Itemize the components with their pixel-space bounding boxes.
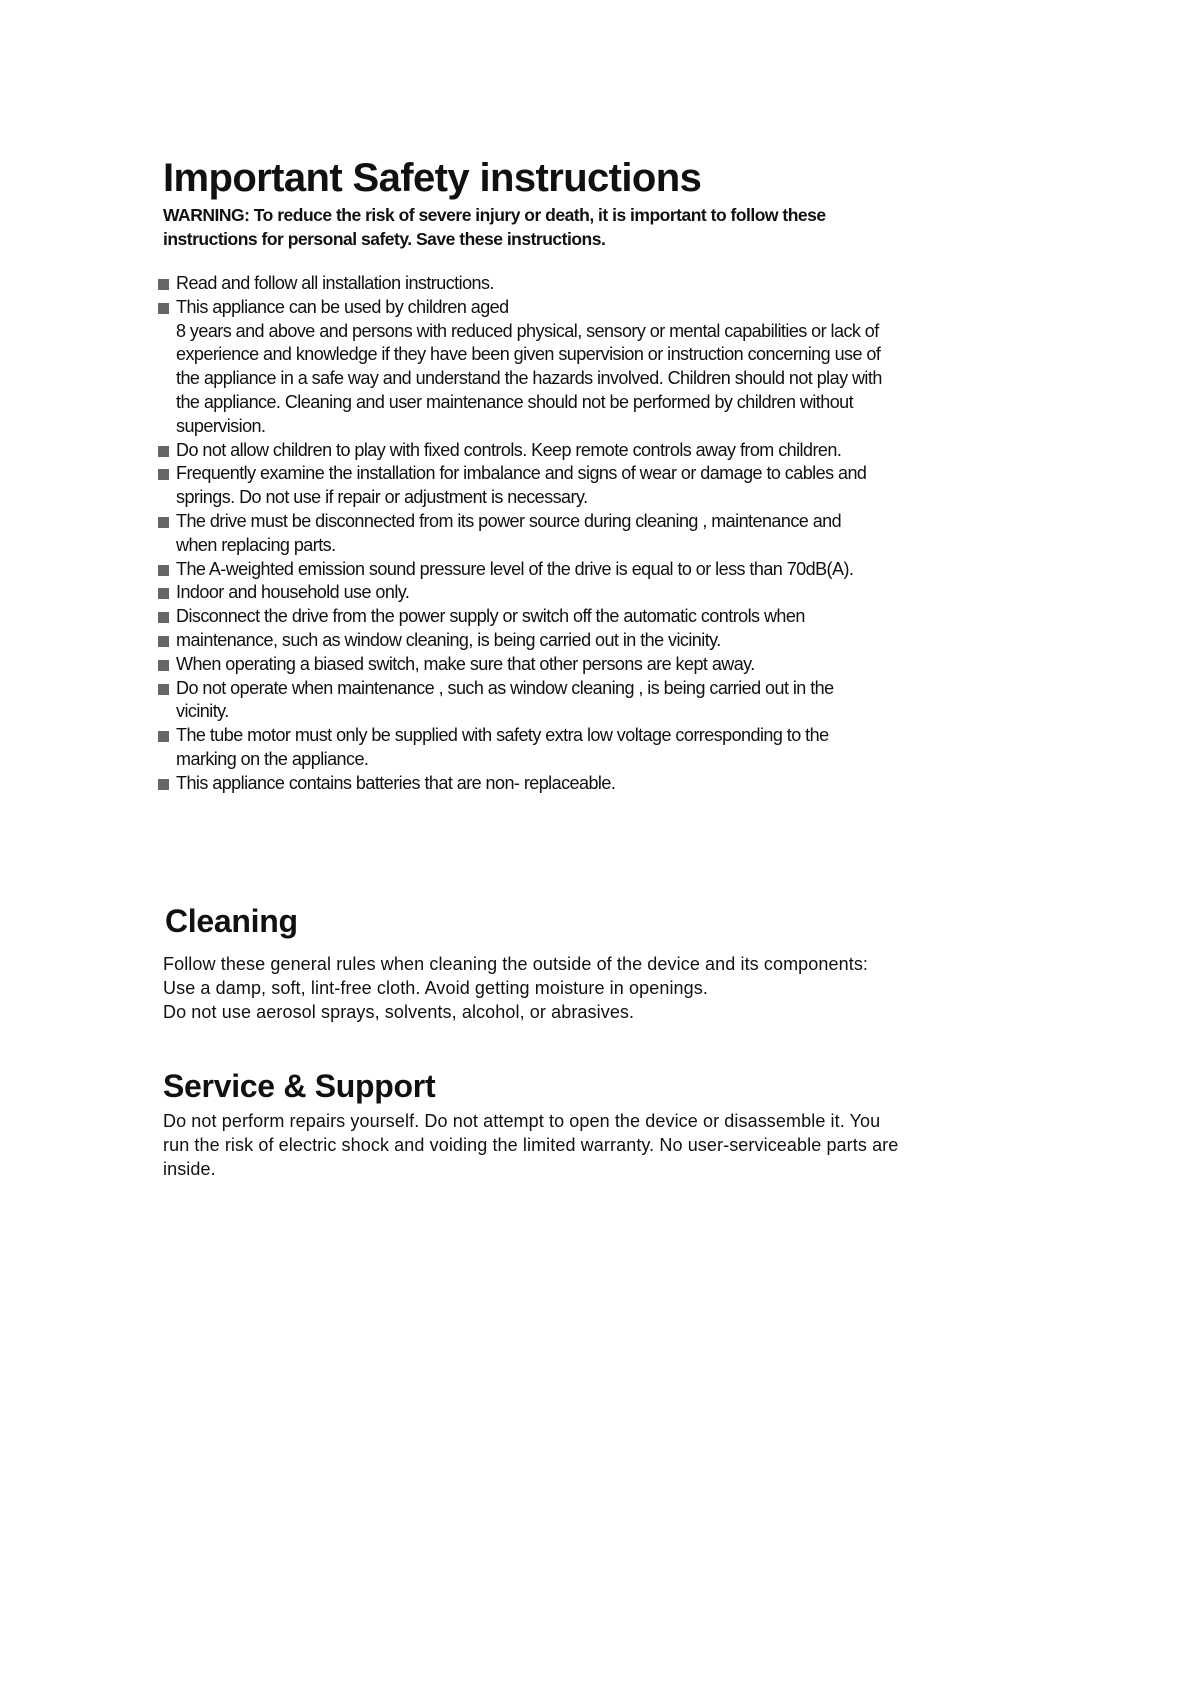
square-bullet-icon bbox=[158, 588, 169, 599]
list-item-line: The drive must be disconnected from its power source during cleaning , maintenance and bbox=[176, 510, 842, 531]
service-line: inside. bbox=[163, 1159, 216, 1179]
warning-line: WARNING: To reduce the risk of severe injury or death, it is important to follow these bbox=[163, 205, 826, 225]
list-item-line: The A-weighted emission sound pressure level of the drive is equal to or less than 70dB(A). bbox=[176, 558, 854, 579]
service-heading: Service & Support bbox=[163, 1068, 436, 1104]
list-item-line: experience and knowledge if they have been given supervision or instruction concerning use of bbox=[176, 344, 881, 365]
list-item-line: The tube motor must only be supplied with safety extra low voltage corresponding to the bbox=[176, 725, 829, 746]
list-item-line: marking on the appliance. bbox=[176, 748, 369, 769]
list-item bbox=[158, 581, 988, 605]
list-item-line: Frequently examine the installation for imbalance and signs of wear or damage to cables and bbox=[176, 463, 867, 484]
list-item bbox=[158, 605, 988, 629]
cleaning-line: Use a damp, soft, lint-free cloth. Avoid getting moisture in openings. bbox=[163, 978, 708, 998]
list-item-line: vicinity. bbox=[176, 701, 229, 722]
service-line: Do not perform repairs yourself. Do not attempt to open the device or disassemble it. You bbox=[163, 1111, 881, 1131]
list-item-line: Indoor and household use only. bbox=[176, 582, 410, 603]
square-bullet-icon bbox=[158, 517, 169, 528]
cleaning-line: Follow these general rules when cleaning the outside of the device and its components: bbox=[163, 954, 869, 974]
service-text bbox=[163, 1109, 898, 1181]
list-item-line: When operating a biased switch, make sure that other persons are kept away. bbox=[176, 653, 755, 674]
list-item-line: when replacing parts. bbox=[176, 534, 336, 555]
list-item-line: springs. Do not use if repair or adjustment is necessary. bbox=[176, 487, 588, 508]
cleaning-text bbox=[163, 952, 868, 1024]
square-bullet-icon bbox=[158, 636, 169, 647]
list-item bbox=[158, 462, 988, 510]
warning-text bbox=[163, 203, 826, 251]
square-bullet-icon bbox=[158, 565, 169, 576]
list-item-line: Disconnect the drive from the power supply or switch off the automatic controls when bbox=[176, 606, 805, 627]
list-item bbox=[158, 272, 988, 296]
safety-instructions-list bbox=[158, 272, 988, 796]
list-item bbox=[158, 439, 988, 463]
square-bullet-icon bbox=[158, 779, 169, 790]
list-item bbox=[158, 296, 988, 439]
square-bullet-icon bbox=[158, 446, 169, 457]
list-item-line: supervision. bbox=[176, 415, 266, 436]
list-item-line: Do not allow children to play with fixed controls. Keep remote controls away from children. bbox=[176, 439, 842, 460]
page-title: Important Safety instructions bbox=[163, 156, 702, 200]
square-bullet-icon bbox=[158, 612, 169, 623]
warning-line: instructions for personal safety. Save these instructions. bbox=[163, 229, 606, 249]
cleaning-heading: Cleaning bbox=[165, 903, 298, 939]
list-item bbox=[158, 653, 988, 677]
service-line: run the risk of electric shock and voiding the limited warranty. No user-serviceable parts are bbox=[163, 1135, 899, 1155]
square-bullet-icon bbox=[158, 731, 169, 742]
list-item bbox=[158, 510, 988, 558]
list-item-line: 8 years and above and persons with reduced physical, sensory or mental capabilities or lack of bbox=[176, 320, 879, 341]
square-bullet-icon bbox=[158, 303, 169, 314]
square-bullet-icon bbox=[158, 660, 169, 671]
list-item bbox=[158, 629, 988, 653]
list-item-line: the appliance. Cleaning and user maintenance should not be performed by children without bbox=[176, 391, 854, 412]
list-item-line: the appliance in a safe way and understand the hazards involved. Children should not play with bbox=[176, 368, 882, 389]
square-bullet-icon bbox=[158, 469, 169, 480]
list-item bbox=[158, 724, 988, 772]
square-bullet-icon bbox=[158, 684, 169, 695]
square-bullet-icon bbox=[158, 279, 169, 290]
list-item-line: This appliance can be used by children aged bbox=[176, 296, 509, 317]
list-item-line: maintenance, such as window cleaning, is being carried out in the vicinity. bbox=[176, 629, 721, 650]
list-item-line: Do not operate when maintenance , such as window cleaning , is being carried out in the bbox=[176, 677, 834, 698]
cleaning-line: Do not use aerosol sprays, solvents, alcohol, or abrasives. bbox=[163, 1002, 635, 1022]
list-item-line: This appliance contains batteries that are non- replaceable. bbox=[176, 772, 616, 793]
list-item-line: Read and follow all installation instructions. bbox=[176, 273, 494, 293]
list-item bbox=[158, 677, 988, 725]
list-item bbox=[158, 772, 988, 796]
list-item bbox=[158, 558, 988, 582]
